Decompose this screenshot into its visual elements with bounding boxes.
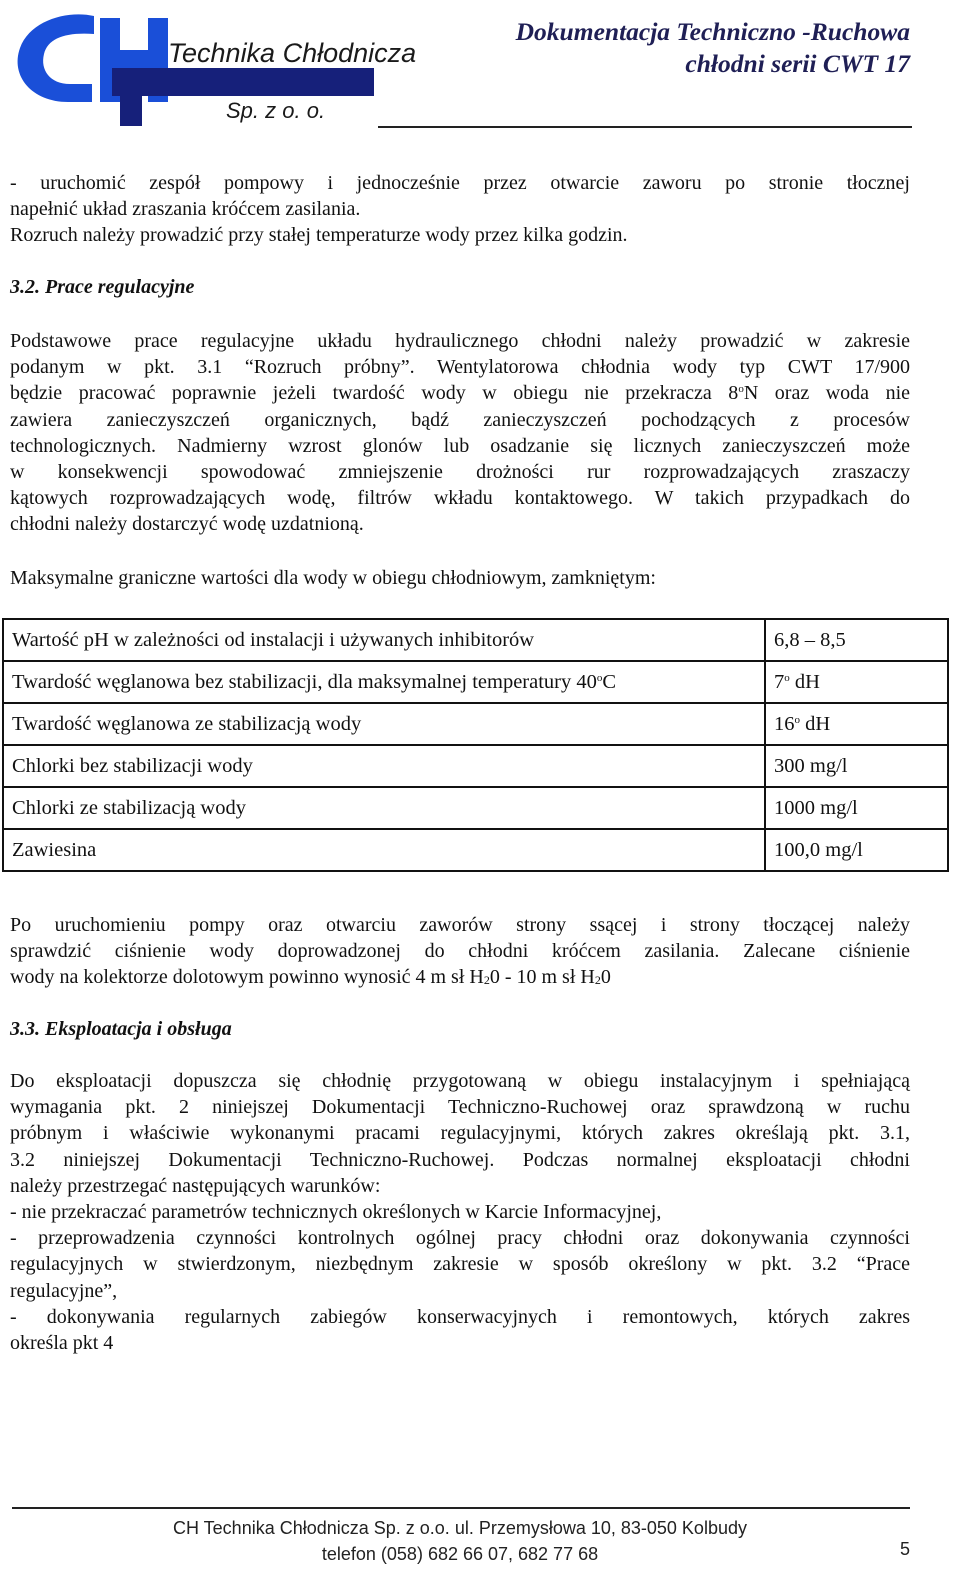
table-row [3, 787, 948, 829]
intro-line-2: napełnić układ zraszania króćcem zasilania. [10, 198, 361, 221]
value-cell: 7$^o$ dH [765, 661, 948, 703]
section-3-2-paragraph-1 [10, 328, 910, 538]
value-cell: 16$^o$ dH [765, 703, 948, 745]
s33-line-2: wymagania pkt. 2 niniejszej Dokumentacji Techniczno-Ruchowej oraz sprawdzoną w ruchu [10, 1096, 910, 1119]
value-cell: 1000 mg/l [765, 787, 948, 829]
p2-line-3: wody na kolektorze dolotowym powinno wynosić 4 m sł $H_20 - 10$ m sł $H_20$ [10, 966, 611, 989]
intro-line-3: Rozruch należy prowadzić przy stałej temperaturze wody przez kilka godzin. [10, 224, 628, 247]
footer-divider [12, 1507, 910, 1509]
ch-logo-graphic [8, 6, 417, 130]
p2-line-2: sprawdzić ciśnienie wody doprowadzonej do chłodni króćcem zasilania. Zalecane ciśnienie [10, 940, 910, 963]
value-cell: 6,8 – 8,5 [765, 619, 948, 661]
p1-line-5: technologicznych. Nadmierny wzrost glonów lub osadzanie się licznych zanieczyszczeń może [10, 434, 910, 457]
document-title-line1: Dokumentacja Techniczno -Ruchowa [515, 17, 910, 46]
param-cell: Zawiesina [3, 829, 765, 871]
section-3-3-paragraph [10, 1068, 910, 1356]
table-row [3, 829, 948, 871]
s33-line-4: 3.2 niniejszej Dokumentacji Techniczno-Ruchowej. Podczas normalnej eksploatacji chłodni [10, 1148, 910, 1171]
document-title [516, 16, 910, 80]
value-cell: 100,0 mg/l [765, 829, 948, 871]
param-cell: Twardość węglanowa ze stabilizacją wody [3, 703, 765, 745]
p1-line-3: będzie pracować poprawnie jeżeli twardość wody w obiegu nie przekracza 8$^o$N oraz woda nie [10, 382, 910, 405]
s33-line-6: - nie przekraczać parametrów technicznych określonych w Karcie Informacyjnej, [10, 1201, 662, 1224]
p1-line-4: zawiera zanieczyszczeń organicznych, bądź zanieczyszczeń pochodzących z procesów [10, 408, 910, 431]
s33-line-5: należy przestrzegać następujących warunków: [10, 1174, 381, 1197]
intro-paragraph [10, 170, 910, 249]
s33-line-1: Do eksploatacji dopuszcza się chłodnię przygotowaną w obiegu instalacyjnym i spełniającą [10, 1070, 910, 1092]
section-3-3-heading: 3.3. Eksploatacja i obsługa [10, 1018, 232, 1040]
logo-legal-form: Sp. z o. o. [226, 98, 326, 123]
value-cell: 300 mg/l [765, 745, 948, 787]
param-cell: Chlorki ze stabilizacją wody [3, 787, 765, 829]
s33-line-7: - przeprowadzenia czynności kontrolnych ogólnej pracy chłodni oraz dokonywania czynności [10, 1227, 910, 1250]
table-row [3, 619, 948, 661]
table-row [3, 745, 948, 787]
s33-line-3: próbnym i właściwie wykonanymi pracami regulacyjnymi, których zakres określają pkt. 3.1, [10, 1122, 910, 1145]
s33-line-9: regulacyjne”, [10, 1279, 118, 1302]
logo-company-name: Technika Chłodnicza [168, 38, 417, 68]
s33-line-8: regulacyjnych w stwierdzonym, niezbędnym zakresie w sposób określony w pkt. 3.2 “Prace [10, 1253, 910, 1276]
document-title-line2: chłodni serii CWT 17 [685, 49, 910, 78]
p1-line-7: kątowych rozprowadzających wodę, filtrów wkładu kontaktowego. W takich przypadkach do [10, 487, 910, 510]
p2-line-1: Po uruchomieniu pompy oraz otwarciu zaworów strony ssącej i strony tłoczącej należy [10, 914, 910, 936]
p1-line-2: podanym w pkt. 3.1 “Rozruch próbny”. Wentylatorowa chłodnia wody typ CWT 17/900 [10, 356, 910, 379]
s33-line-10: - dokonywania regularnych zabiegów konserwacyjnych i remontowych, których zakres [10, 1305, 910, 1328]
table-row [3, 661, 948, 703]
footer-phone: telefon (058) 682 66 07, 682 77 68 [321, 1544, 599, 1564]
p1-line-6: w konsekwencji spowodować zmniejszenie drożności rur rozprowadzających zraszaczy [10, 461, 910, 484]
intro-line-1: - uruchomić zespół pompowy i jednocześnie przez otwarcie zaworu po stronie tłocznej [10, 172, 910, 194]
company-logo [8, 6, 417, 130]
table-row [3, 703, 948, 745]
table-intro: Maksymalne graniczne wartości dla wody w obiegu chłodniowym, zamkniętym: [10, 567, 656, 589]
water-limits-table [2, 618, 949, 872]
s33-line-11: określa pkt 4 [10, 1332, 114, 1355]
footer-address: CH Technika Chłodnicza Sp. z o.o. ul. Przemysłowa 10, 83-050 Kolbudy [173, 1518, 747, 1538]
section-3-2-heading: 3.2. Prace regulacyjne [10, 276, 195, 298]
p1-line-8: chłodni należy dostarczyć wodę uzdatnioną. [10, 513, 364, 536]
page-number: 5 [899, 1539, 910, 1559]
header-divider [378, 126, 912, 128]
section-3-2-paragraph-2 [10, 912, 910, 991]
param-cell: Twardość węglanowa bez stabilizacji, dla maksymalnej temperatury 40$^o$C [3, 661, 765, 703]
p1-line-1: Podstawowe prace regulacyjne układu hydraulicznego chłodni należy prowadzić w zakresie [10, 330, 910, 352]
param-cell: Chlorki bez stabilizacji wody [3, 745, 765, 787]
param-cell: Wartość pH w zależności od instalacji i używanych inhibitorów [3, 619, 765, 661]
